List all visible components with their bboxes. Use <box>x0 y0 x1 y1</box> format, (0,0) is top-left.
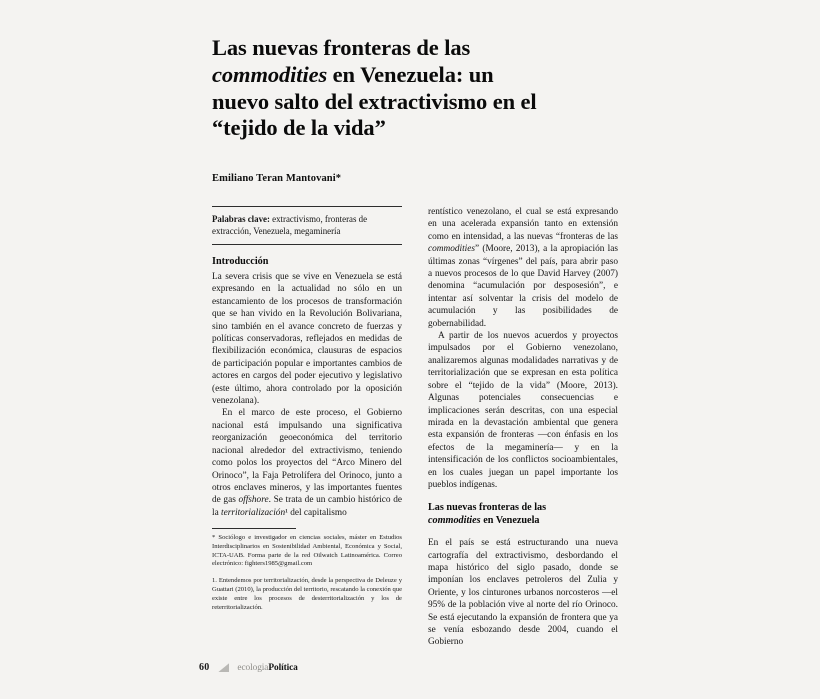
journal-name-light: ecologia <box>237 662 269 673</box>
italic-commodities-body: commodities <box>428 244 475 255</box>
italic-territorializacion: territorialización <box>221 507 286 518</box>
journal-logo-icon <box>218 663 229 672</box>
keywords-block <box>212 207 402 244</box>
footnotes-block <box>212 528 402 613</box>
left-paragraph-2 <box>212 407 402 519</box>
left-column <box>212 206 402 611</box>
page-title <box>212 0 552 142</box>
section-heading-fronteras <box>428 491 618 530</box>
left-paragraph-2-part-a: En el marco de este proceso, el Gobierno nacional está impulsando una significativa reorganización geoeconómica del territorio nacional alrededor del extractivismo, teniendo como polos los proyectos del “Arco Minero del Orinoco”, la Faja Petrolífera del Orinoco, junto a otros enclaves mineros, y las importantes fuentes de gas <box>212 408 402 506</box>
right-paragraph-1-part-a: rentístico venezolano, el cual se está expresando en una acelerada expansión tanto en extensión como en intensidad, a las nuevas “fronteras de las <box>428 207 618 242</box>
page-number: 60 <box>199 662 210 673</box>
left-paragraph-1: La severa crisis que se vive en Venezuela se está expresando en la actualidad no sólo en un estancamiento de los procesos de transformación que se han vivido en la Revolución Bolivariana, sino también en el avance concreto de fuerzas y políticas conservadoras, reflejados en medidas de flexibilización económica, clausuras de espacios de participación popular e importantes cambios de actores en cargos del poder ejecutivo y legislativo (este último, ahora controlado por la oposición venezolana). <box>212 272 402 407</box>
section-heading-introduccion: Introducción <box>212 255 269 267</box>
right-paragraph-1 <box>428 206 618 330</box>
page-footer <box>199 662 298 673</box>
italic-offshore: offshore <box>238 495 269 506</box>
section-heading-line-1: Las nuevas fronteras de las <box>428 502 547 514</box>
title-part-2: en Venezuela: un nuevo salto del extractivismo en el “tejido de la vida” <box>212 61 537 141</box>
left-paragraph-2-part-b: . Se trata de un cambio histórico de la <box>212 495 402 518</box>
right-paragraph-1-part-b: ” (Moore, 2013), a la apropiación las últimas zonas “vírgenes” del país, para abrir paso a nuevos procesos de lo que David Harvey (2007) denomina “acumulación por desposesión”, e intentar así solventar la crisis del modelo de acumulación y las posibilidades de gobernabilidad. <box>428 244 618 329</box>
section-heading-line-2: en Venezuela <box>480 514 540 526</box>
right-paragraph-2: A partir de los nuevos acuerdos y proyectos impulsados por el Gobierno venezolano, analizaremos algunas modalidades narrativas y de territorialización que se expresan en esta política sobre el “tejido de la vida” (Moore, 2013). Algunas potenciales consecuencias e implicaciones serán descritas, con una especial mirada en la devastación ambiental que genera esta expansión de fronteras —con énfasis en los efectos de la megaminería— y en la intensificación de los conflictos socioambientales, en los cuales juegan un papel importante los pueblos indígenas. <box>428 331 618 490</box>
page-content <box>212 0 618 699</box>
keywords-terms: extractivismo, fronteras de extracción, Venezuela, megaminería <box>212 214 368 237</box>
keywords-label: Palabras clave: <box>212 214 270 224</box>
journal-name-bold: Política <box>268 662 298 673</box>
title-italic-term: commodities <box>212 61 328 87</box>
right-column <box>428 206 618 649</box>
footnote-1: 1. Entendemos por territorialización, desde la perspectiva de Deleuze y Guattari (2010), la producción del territorio, rescatando la conexión que existe entre los procesos de desterritorialización y los de reterritorialización. <box>212 577 402 611</box>
author-name: Emiliano Teran Mantovani* <box>212 173 342 185</box>
section-heading-italic: commodities <box>428 514 481 526</box>
right-paragraph-3: En el país se está estructurando una nueva cartografía del extractivismo, desbordando el mapa histórico del siglo pasado, donde se imponían los enclaves petroleros del Zulia y Oriente, y los cinturones urbanos norcosteros —el 95% de la población vive al norte del río Orinoco. Se está ejecutando la expansión de frontera que ya se venía esbozando desde 2004, cuando el Gobierno <box>428 538 618 648</box>
journal-name <box>237 663 297 673</box>
footnote-asterisk: * Sociólogo e investigador en ciencias sociales, máster en Estudios Interdisciplinarios en Sostenibilidad Ambiental, Económica y Social, ICTA-UAB. Forma parte de la red Oilwatch Latinoamérica. Correo electrónico: fighters1985@gmail.com <box>212 534 402 568</box>
left-paragraph-2-part-c: ¹ del capitalismo <box>285 507 347 518</box>
title-part-1: Las nuevas fronteras de las <box>212 35 471 60</box>
